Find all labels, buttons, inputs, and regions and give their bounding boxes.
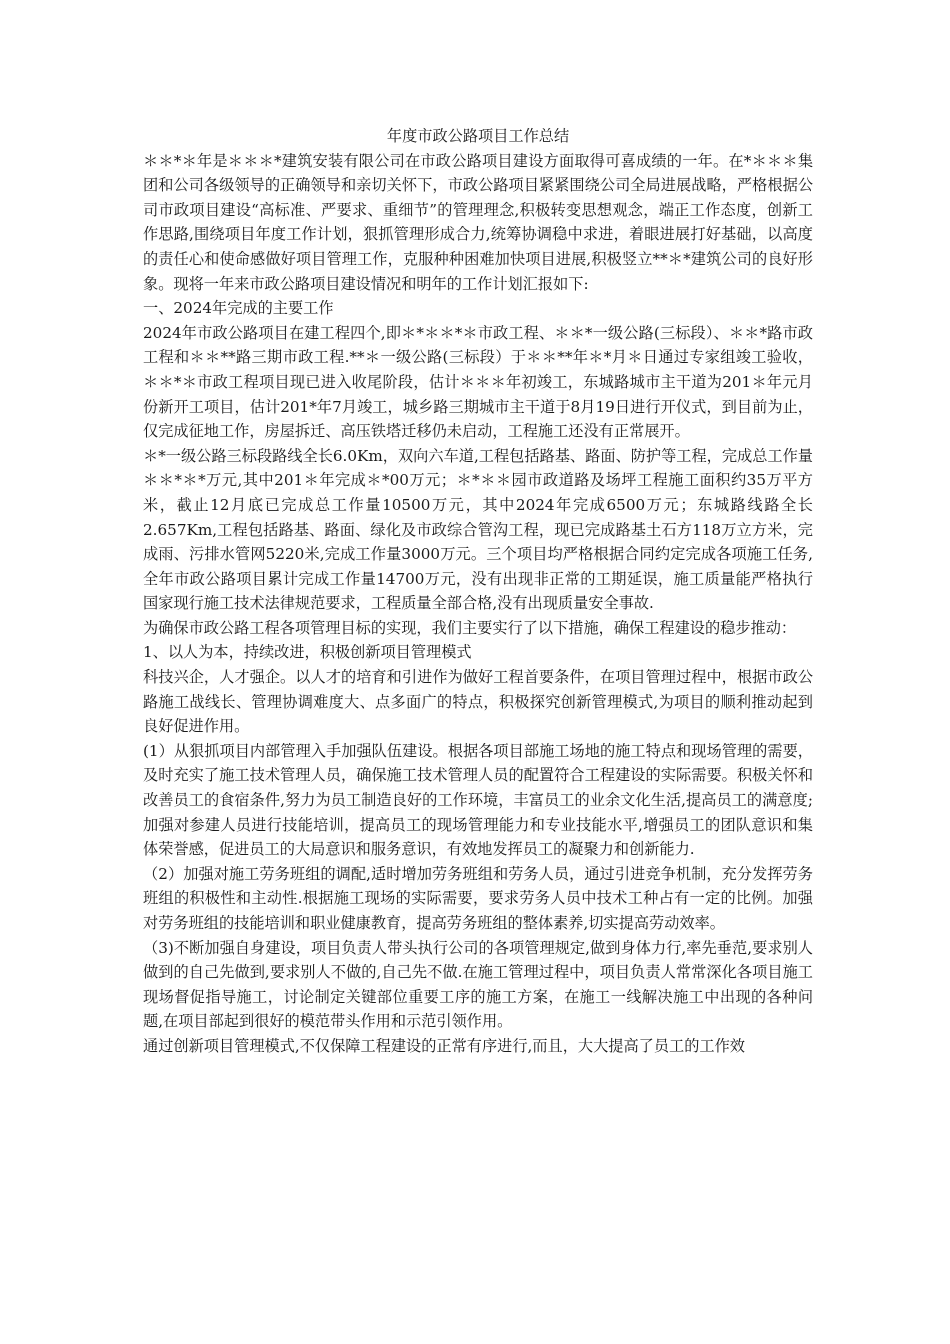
subsection-heading-1: 1、以人为本，持续改进，积极创新项目管理模式 bbox=[143, 643, 472, 662]
body-paragraph: ＊*一级公路三标段路线全长6.0Km，双向六车道,工程包括路基、路面、防护等工程，完成总工作量＊＊*＊*万元,其中201＊年完成＊*00万元；＊*＊＊园市政道路及场坪工程施工面积约35万平方米，截止12月底已完成总工作量10500万元，其中2024年完成6500万元；东城路线路全长2.657Km,工程包括路基、路面、绿化及市政综合管沟工程，现已完成路基土石方118万立方米，完成雨、污排水管网5220米,完成工作量3000万元。三个项目均严格根据合同约定完成各项施工任务,全年市政公路项目累计完成工作量14700万元，没有出现非正常的工期延误，施工质量能严格执行国家现行施工技术法律规范要求，工程质量全部合格,没有出现质量安全事故. bbox=[143, 446, 813, 613]
section-heading-1: 一、2024年完成的主要工作 bbox=[143, 299, 334, 318]
document-title: 年度市政公路项目工作总结 bbox=[386, 127, 570, 145]
body-paragraph: 2024年市政公路项目在建工程四个,即＊*＊＊*＊市政工程、＊＊*一级公路(三标段）、＊＊*路市政工程和＊＊**路三期市政工程.**＊一级公路(三标段）于＊＊**年＊*月＊日通过专家组竣工验收，＊＊*＊市政工程项目现已进入收尾阶段，估计＊＊＊年初竣工，东城路城市主干道为201＊年元月份新开工项目，估计201*年7月竣工，城乡路三期城市主干道于8月19日进行开仪式，到目前为止，仅完成征地工作，房屋拆迁、高压铁塔迁移仍未启动，工程施工还没有正常展开。 bbox=[143, 323, 813, 441]
list-item-paragraph: (1）从狠抓项目内部管理入手加强队伍建设。根据各项目部施工场地的施工特点和现场管理的需要，及时充实了施工技术管理人员，确保施工技术管理人员的配置符合工程建设的实际需要。积极关怀和改善员工的食宿条件,努力为员工制造良好的工作环境，丰富员工的业余文化生活,提高员工的满意度;加强对参建人员进行技能培训，提高员工的现场管理能力和专业技能水平,增强员工的团队意识和集体荣誉感，促进员工的大局意识和服务意识，有效地发挥员工的凝聚力和创新能力. bbox=[143, 741, 813, 859]
list-item-paragraph: （2）加强对施工劳务班组的调配,适时增加劳务班组和劳务人员，通过引进竞争机制，充分发挥劳务班组的积极性和主动性.根据施工现场的实际需要，要求劳务人员中技术工种占有一定的比例。加强对劳务班组的技能培训和职业健康教育，提高劳务班组的整体素养,切实提高劳动效率。 bbox=[143, 864, 813, 932]
document-body bbox=[143, 124, 813, 1059]
body-paragraph: 通过创新项目管理模式,不仅保障工程建设的正常有序进行,而且，大大提高了员工的工作效 bbox=[143, 1036, 745, 1055]
list-item-paragraph: （3)不断加强自身建设，项目负责人带头执行公司的各项管理规定,做到身体力行,率先垂范,要求别人做到的自己先做到,要求别人不做的,自己先不做.在施工管理过程中，项目负责人常常深化各项目施工现场督促指导施工，讨论制定关键部位重要工序的施工方案，在施工一线解决施工中出现的各种问题,在项目部起到很好的模范带头作用和示范引领作用。 bbox=[143, 938, 813, 1031]
body-paragraph: 为确保市政公路工程各项管理目标的实现，我们主要实行了以下措施，确保工程建设的稳步推动： bbox=[143, 618, 797, 637]
body-paragraph: 科技兴企，人才强企。以人才的培育和引进作为做好工程首要条件，在项目管理过程中，根据市政公路施工战线长、管理协调难度大、点多面广的特点，积极探究创新管理模式,为项目的顺利推动起到良好促进作用。 bbox=[143, 668, 813, 736]
intro-paragraph: ＊＊*＊年是＊＊＊*建筑安装有限公司在市政公路项目建设方面取得可喜成绩的一年。在*＊＊＊集团和公司各级领导的正确领导和亲切关怀下，市政公路项目紧紧围绕公司全局进展战略，严格根据公司市政项目建设“高标准、严要求、重细节”的管理理念,积极转变思想观念，端正工作态度，创新工作思路,围绕项目年度工作计划，狠抓管理形成合力,统筹协调稳中求进，着眼进展打好基础，以高度的责任心和使命感做好项目管理工作，克服种种困难加快项目进展,积极竖立**＊*建筑公司的良好形象。现将一年来市政公路项目建设情况和明年的工作计划汇报如下: bbox=[143, 151, 813, 293]
